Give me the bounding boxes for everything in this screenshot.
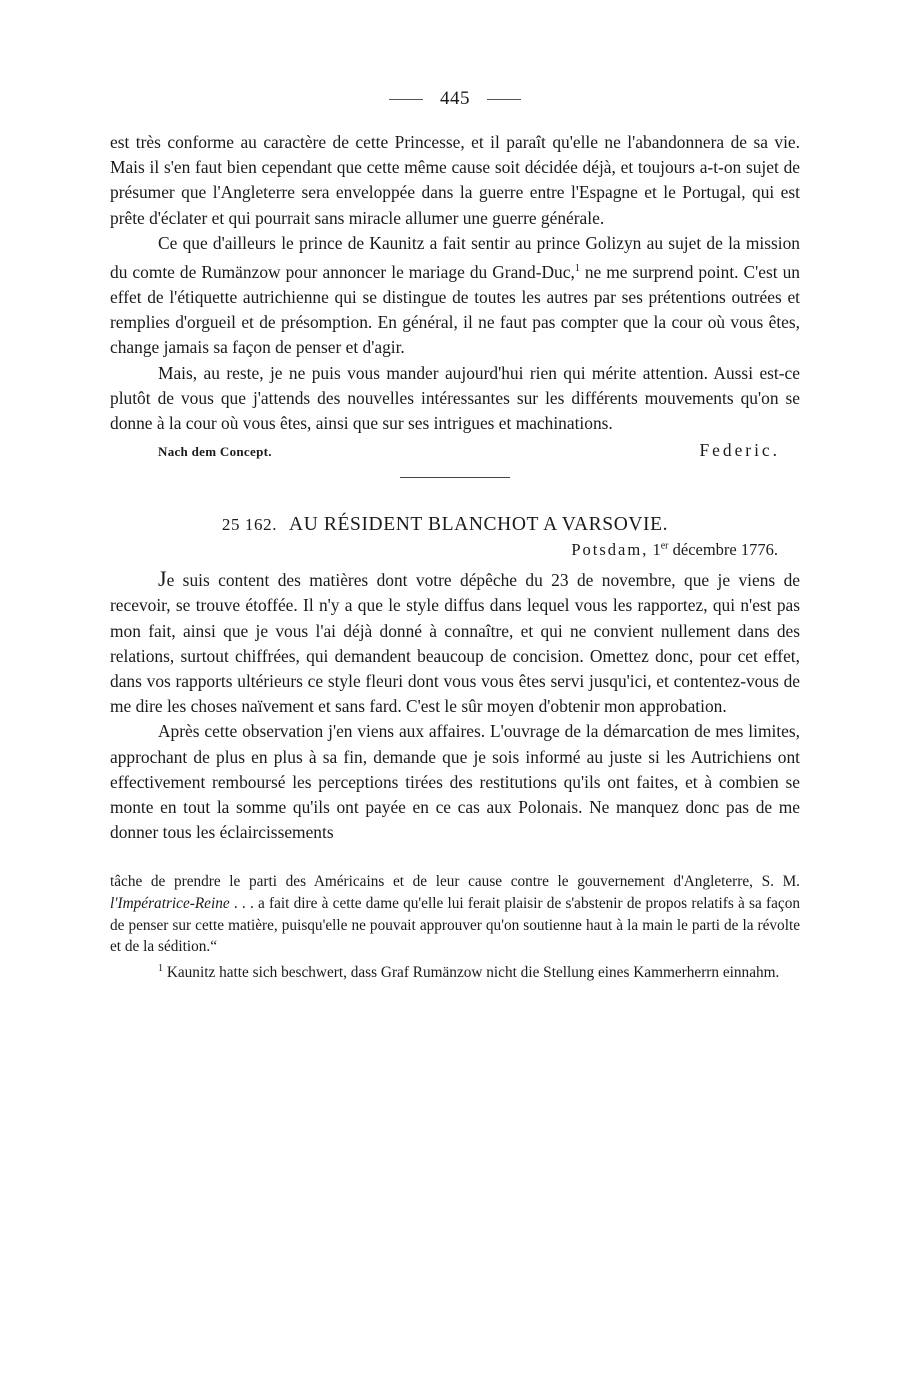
footnote-text: . . . a fait dire à cette dame qu'elle lui ferait plaisir de s'abstenir de propos relatifs à sa façon de penser sur cette matière, puisqu'elle ne pouvait approuver qu'on soutienne haut à la main le parti de la révolte et de la sédition.“ [110, 895, 800, 956]
book-page [110, 88, 800, 984]
page-header [110, 88, 800, 116]
signature: Federic. [699, 440, 780, 461]
paragraph: Mais, au reste, je ne puis vous mander aujourd'hui rien qui mérite attention. Aussi est-ce plutôt de vous que j'attends des nouvelles intéressantes sur les différents mouvements qu'on se donne à la cour où vous êtes, ainsi que sur ses intrigues et machinations. [110, 362, 800, 434]
dateline [110, 540, 800, 560]
footnote-text: tâche de prendre le parti des Américains et de leur cause contre le gouvernement d'Angleterre, S. M. [110, 873, 800, 891]
dateline-day: 1 [652, 540, 661, 560]
dateline-place: Potsdam, [571, 540, 649, 560]
page-number: 445 [440, 88, 470, 109]
paragraph-text: Ce que d'ailleurs le prince de Kaunitz a fait sentir au prince Golizyn au sujet de la mission du comte de Rumänzow pour annoncer le mariage du Grand-Duc, [110, 232, 800, 282]
source-note: Nach dem Concept. [158, 444, 272, 460]
footnote-continuation [110, 871, 800, 957]
dateline-rest: décembre 1776. [672, 540, 778, 560]
paragraph: Après cette observation j'en viens aux affaires. L'ouvrage de la démarcation de mes limites, approchant de plus en plus à sa fin, demande que je sois informé au juste si les Autrichiens ont effectivement remboursé les perceptions tirées des restitutions qu'ils ont faites, et à combien se monte en tout la somme qu'ils ont payée en ce cas aux Polonais. Ne manquez donc pas de me donner tous les éclaircissements [110, 721, 800, 843]
dateline-day-suffix: er [660, 540, 669, 552]
footnote-italic-text: l'Impératrice-Reine [110, 895, 230, 913]
letter-title: AU RÉSIDENT BLANCHOT A VARSOVIE. [289, 514, 669, 536]
paragraph-text: ne me surprend point. C'est un effet de l'étiquette autrichienne qui se distingue de toutes les autres par ses prétentions outrées et remplies d'orgueil et de présomption. En général, il ne faut pas compter que la cour où vous êtes, change jamais sa façon de penser et d'agir. [110, 261, 800, 358]
footnote-marker: 1 [574, 263, 580, 275]
letter-body [110, 566, 800, 845]
section-separator [400, 477, 510, 478]
closing-row [110, 440, 800, 461]
paragraph [110, 231, 800, 361]
header-dash-right [487, 99, 521, 100]
paragraph: est très conforme au caractère de cette Princesse, et il paraît qu'elle ne l'abandonnera de sa vie. Mais il s'en faut bien cependant que cette même cause soit décidée déjà, et toujours a-t-on sujet de présumer que l'Angleterre sera enveloppée dans la guerre entre l'Espagne et le Portugal, qui est prête d'éclater et qui pourrait sans miracle allumer une guerre générale. [110, 132, 800, 228]
paragraph [110, 566, 800, 719]
footnote-1 [110, 958, 800, 984]
paragraph-text: e suis content des matières dont votre dépêche du 23 de novembre, que je viens de recevoir, se trouve étoffée. Il n'y a que le style diffus dans lequel vous les rapportez, qui n'est pas mon fait, ainsi que je vous l'ai déjà donné à connaître, et qui ne convient nullement dans des relations, surtout chiffrées, qui demandent beaucoup de concision. Omettez donc, pour cet effet, dans vos rapports ultérieurs ce style fleuri dont vous vous êtes servi jusqu'ici, et contentez-vous de me dire les choses naïvement et sans fard. C'est le sûr moyen d'obtenir mon approbation. [110, 570, 800, 717]
preceding-letter [110, 130, 800, 461]
footnote-marker: 1 [158, 962, 163, 974]
letter-heading [110, 514, 800, 536]
letter-number: 25 162. [221, 515, 278, 535]
drop-cap: J [158, 566, 167, 592]
footnote-text: Kaunitz hatte sich beschwert, dass Graf Rumänzow nicht die Stellung eines Kammerherrn einnahm. [163, 963, 780, 981]
header-dash-left [389, 99, 423, 100]
footnotes [110, 871, 800, 983]
